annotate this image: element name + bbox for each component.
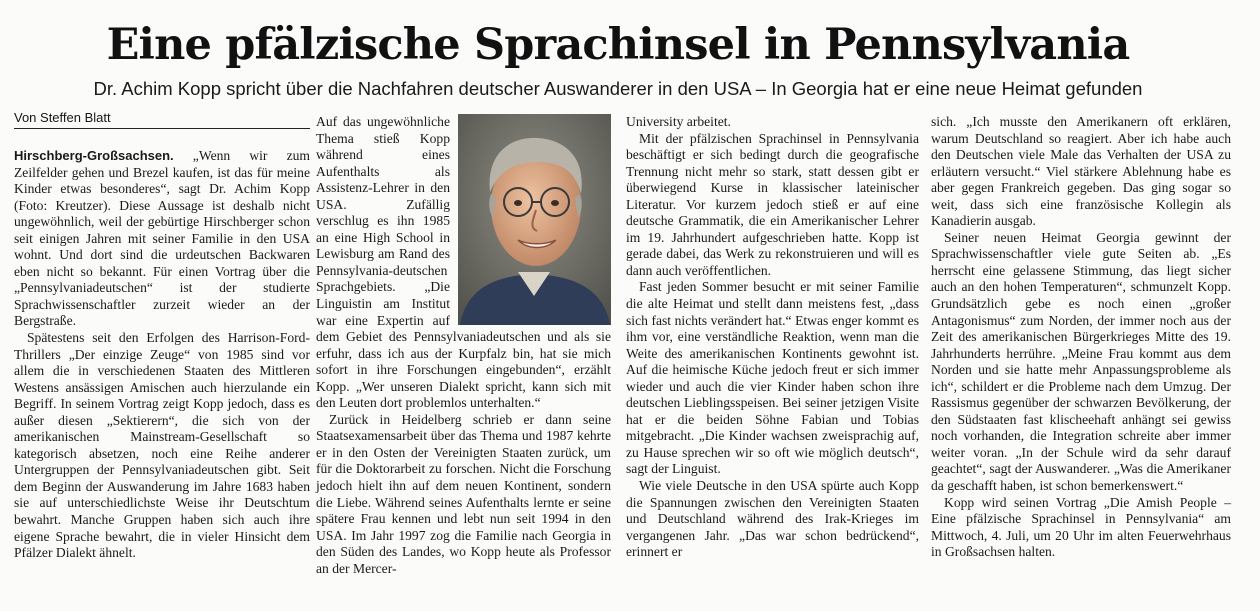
paragraph: Zurück in Heidelberg schrieb er dann seine Staatsexamensarbeit über das Thema und 1987 kehrte er in den Osten der Vereinigten Staaten zurück, um für die Doktorarbeit zu forschen. Nicht die Forschung jedoch hielt ihn auf dem neuen Kontinent, sondern die Liebe. Während seines Aufenthalts lernte er seine spätere Frau kennen und lebt nun seit 1994 in den USA. Im Jahr 1997 zog die Familie nach Georgia in den Süden des Landes, wo Kopp heute als Professor an der Mercer- <box>316 411 611 576</box>
paragraph: Mit der pfälzischen Sprachinsel in Pennsylvania beschäftigt er sich bedingt durch die geografische Trennung nicht mehr so stark, statt dessen gibt er überwiegend Kurse in klassischer lateinischer Literatur. Vor kurzem jedoch stieß er auf eine deutsche Grammatik, die ein Amerikanischer Lehrer im 19. Jahrhundert aufgeschrieben hatte. Kopp ist gerade dabei, das Werk zu rekonstruieren und will es dann auch veröffentlichen. <box>626 130 919 278</box>
paragraph: Auf das ungewöhnliche Thema stieß Kopp während eines Aufenthalts als Assistenz-Lehrer in den USA. Zufällig verschlug es ihn 1985 an eine High School in Lewisburg am Rand des Pennsylvania-deutschen Sprachgebiets. „Die Linguistin am Institut war eine Expertin auf dem Gebiet des Pennsylvaniadeutschen und als sie erfuhr, dass ich aus der Kurpfalz bin, hat sie mich sofort in ihre Forschungen eingebunden“, erzählt Kopp. „Wer unseren Dialekt spricht, kann sich mit den Leuten dort problemlos unterhalten.“ <box>316 114 611 411</box>
article-column-4 <box>931 114 1231 561</box>
dateline: Hirschberg-Großsachsen. <box>14 148 174 163</box>
article-column-3 <box>626 114 919 561</box>
portrait-photo <box>458 114 611 325</box>
paragraph <box>14 148 310 330</box>
article-column-1 <box>14 148 310 562</box>
paragraph: Kopp wird seinen Vortrag „Die Amish People – Eine pfälzische Sprachinsel in Pennsylvania“ am Mittwoch, 4. Juli, um 20 Uhr im alten Feuerwehrhaus in Großsachsen halten. <box>931 494 1231 560</box>
article-headline: Eine pfälzische Sprachinsel in Pennsylvania <box>106 20 1130 70</box>
paragraph: Spätestens seit den Erfolgen des Harrison-Ford-Thrillers „Der einzige Zeuge“ von 1985 sind vor allem die in verschiedenen Staaten des Mittleren Westens ansässigen Amischen auch hierzulande ein Begriff. In seinem Vortrag zeigt Kopp jedoch, dass es außer diesen „Sektierern“, die sich von der amerikanischen Mainstream-Gesellschaft so kategorisch absetzen, noch eine Reihe anderer Untergruppen der Pennsylvaniadeutschen gibt. Seit dem Beginn der Auswanderung im Jahre 1683 haben sie auf unterschiedlichste Weise ihr Deutschtum bewahrt. Manche Gruppen haben sich auch ihre eigene Sprache bewahrt, die in vieler Hinsicht dem Pfälzer Dialekt ähnelt. <box>14 330 310 561</box>
paragraph-text: „Wenn wir zum Zeilfelder gehen und Brezel kaufen, ist das für meine Kinder etwas besonderes“, sagt Dr. Achim Kopp (Foto: Kreutzer). Diese Aussage ist deshalb nicht ungewöhnlich, weil der gebürtige Hirschberger schon seit einigen Jahren mit seiner Familie in den USA wohnt. Und dort sind die urdeutschen Backwaren eben nicht so bekannt. Für einen Vortrag über die „Pennsylvaniadeutschen“ ist der studierte Sprachwissenschaftler zurzeit wieder an der Bergstraße. <box>14 148 310 329</box>
article-column-2 <box>316 114 611 577</box>
paragraph: University arbeitet. <box>626 114 731 129</box>
paragraph: Wie viele Deutsche in den USA spürte auch Kopp die Spannungen zwischen den Vereinigten Staaten und Deutschland während des Irak-Krieges im vergangenen Jahr. „Das war schon bedrückend“, erinnert er <box>626 478 919 560</box>
paragraph: sich. „Ich musste den Amerikanern oft erklären, warum Deutschland so reagiert. Aber ich habe auch den Deutschen viele Male das Verhalten der USA zu erläutern versucht.“ Viel stärkere Ablehnung habe es aber gegen Frankreich gegeben. Das ging sogar so weit, dass sich eine französische Kollegin als Kanadierin ausgab. <box>931 114 1231 229</box>
paragraph: Seiner neuen Heimat Georgia gewinnt der Sprachwissenschaftler viele gute Seiten ab. „Es herrscht eine gelassene Stimmung, das liegt sicher auch an den hohen Temperaturen“, schmunzelt Kopp. Grundsätzlich gebe es noch einen „großer Antagonismus“ zum Norden, der immer noch aus der Zeit des amerikanischen Bürgerkrieges Mitte des 19. Jahrhunderts herrühre. „Meine Frau kommt aus dem Norden und sie hatte mehr Anpassungsprobleme als ich“, schildert er die Probleme nach dem Umzug. Der Rassismus gegenüber der schwarzen Bevölkerung, der den Südstaaten fast klischeehaft anhängt sei gewiss noch vorhanden, die Integration schreite aber immer weiter voran. „In der Schule wird da sehr darauf geachtet“, sagt der Auswanderer. „Was die Amerikaner da geschafft haben, ist schon bemerkenswert.“ <box>931 229 1231 494</box>
paragraph: Fast jeden Sommer besucht er mit seiner Familie die alte Heimat und stellt dann meistens fest, „dass sich fast nichts verändert hat.“ Etwas enger kommt es ihm vor, eine verständliche Reaktion, wenn man die Weite des amerikanischen Kontinents gewohnt ist. Auf die heimische Küche jedoch freut er sich immer wieder und auch die vier Kinder haben schon ihre deutschen Lieblingsspeisen. Bei seiner jetzigen Visite hat er die beiden Söhne Fabian und Tobias mitgebracht. „Die Kinder wachsen zweisprachig auf, zu Hause sprechen wir so oft wie möglich deutsch“, sagt der Linguist. <box>626 279 919 477</box>
byline: Von Steffen Blatt <box>14 110 310 129</box>
article-subheadline: Dr. Achim Kopp spricht über die Nachfahren deutscher Auswanderer in den USA – In Georgia hat er eine neue Heimat gefunden <box>93 78 1143 99</box>
